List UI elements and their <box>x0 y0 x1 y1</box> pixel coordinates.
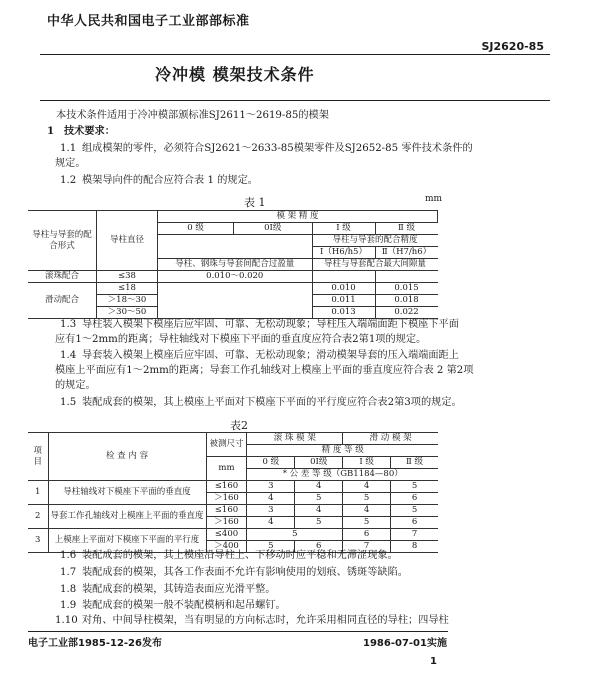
clause-number: 1.5 <box>60 397 77 408</box>
table-row <box>28 529 438 541</box>
table-cell: 5 <box>247 541 295 553</box>
table-cell <box>158 283 313 319</box>
column-header: Ⅰ 级 <box>343 457 391 469</box>
table-cell: 5 <box>343 493 391 505</box>
column-header: 导柱与导套配合最大间隙量 <box>312 259 438 271</box>
column-header: Ⅰ（H6/h5） <box>312 247 375 259</box>
table-cell: 5 <box>391 505 438 517</box>
column-header: 0 级 <box>247 457 295 469</box>
table-cell: 5 <box>247 529 343 541</box>
table-cell: ＞160 <box>206 517 247 529</box>
clause-text: 装配成套的模架一般不装配模柄和起吊螺钉。 <box>82 600 286 611</box>
table-cell: 1 <box>28 481 48 505</box>
table-cell: 0.011 <box>312 295 375 307</box>
table-cell: 滚珠配合 <box>28 271 97 283</box>
table-cell: 4 <box>247 493 295 505</box>
column-header: Ⅱ（H7/h6） <box>375 247 438 259</box>
table-cell: 5 <box>295 517 343 529</box>
table-cell: 7 <box>391 529 438 541</box>
clause-number: 1.6 <box>60 550 77 561</box>
clause-text: 规定。 <box>55 158 86 169</box>
table-cell: 6 <box>343 529 391 541</box>
table-cell: 3 <box>247 481 295 493</box>
standard-code: SJ2620-85 <box>481 40 544 53</box>
column-header: 导柱、钢珠与导套间配合过盈量 <box>158 259 313 271</box>
column-header: * 公 差 等 级（GB1184—80） <box>247 469 438 481</box>
table-cell: 0.018 <box>375 295 438 307</box>
tolerance-table <box>28 432 438 553</box>
table-cell: 4 <box>295 505 343 517</box>
table-cell: 5 <box>391 481 438 493</box>
clause-text: 导套装入模架上模座后应牢固、可靠、无松动现象；滑动模架导套的压入端端面距上 <box>82 350 459 361</box>
clause-text: 应有1～2mm的距离；导柱轴线对下模座下平面的垂直度应符合表2第1项的规定。 <box>55 334 427 345</box>
page-number: 1 <box>430 656 437 667</box>
clause-number: 1.10 <box>55 615 78 626</box>
fit-table <box>28 210 438 319</box>
table-cell <box>312 271 375 283</box>
column-header: 0 级 <box>158 223 234 235</box>
clause-text: 装配成套的模架，其上模座沿导柱上、下移动时应平稳和无滞涩现象。 <box>82 550 398 561</box>
table-cell: ≤160 <box>206 505 247 517</box>
table-cell: 导柱轴线对下模座下平面的垂直度 <box>48 481 206 505</box>
column-header: 项 目 <box>28 433 48 481</box>
table-cell <box>375 271 438 283</box>
column-header: 被测尺寸 <box>206 433 247 457</box>
table-cell: 0.015 <box>375 283 438 295</box>
section-number: 1 <box>47 125 55 137</box>
table-row <box>28 481 438 493</box>
table-cell: 2 <box>28 505 48 529</box>
column-header: 模 架 精 度 <box>158 211 438 223</box>
table-cell: 0.022 <box>375 307 438 319</box>
table-cell: ≤160 <box>206 481 247 493</box>
table-cell: 0.010 <box>312 283 375 295</box>
issue-line: 电子工业部1985-12-26发布 <box>28 638 162 649</box>
clause-number: 1.7 <box>60 567 77 578</box>
table-cell: ＞160 <box>206 493 247 505</box>
clause-text: 模座上平面应有1～2mm的距离；导套工作孔轴线对上模座上平面的垂直度应符合表 2 第2项 <box>55 365 474 376</box>
column-header: 0Ⅰ级 <box>295 457 343 469</box>
table-cell: ＞18～30 <box>97 295 158 307</box>
table-cell: ≤38 <box>97 271 158 283</box>
table-cell: 4 <box>247 517 295 529</box>
column-header: Ⅱ 级 <box>375 223 438 235</box>
clause-number: 1.2 <box>60 175 77 186</box>
clause-number: 1.1 <box>60 143 77 154</box>
table-unit: mm <box>425 194 443 204</box>
clause-text: 导柱装入模架下模座后应牢固、可靠、无松动现象；导柱压入端端面距下模座下平面 <box>82 319 459 330</box>
clause-text: 装配成套的模架，其上模座上平面对下模座下平面的平行度应符合表2第3项的规定。 <box>82 397 462 408</box>
section-title: 技术要求： <box>64 125 115 137</box>
column-header: 精 度 等 级 <box>247 445 438 457</box>
table-caption: 表 1 <box>244 196 266 209</box>
table-cell: 6 <box>295 541 343 553</box>
table-cell: 5 <box>343 517 391 529</box>
table-row <box>28 283 438 295</box>
table-cell: ≤18 <box>97 283 158 295</box>
column-header: Ⅱ 级 <box>391 457 438 469</box>
table-cell: ＞400 <box>206 541 247 553</box>
clause-text: 装配成套的模架，其各工作表面不允许有影响使用的划痕、锈斑等缺陷。 <box>82 567 408 578</box>
table-caption: 表2 <box>230 419 248 432</box>
column-header: 导柱直径 <box>97 211 158 271</box>
column-header: 导柱与导套的配合形式 <box>28 211 97 271</box>
clause-number: 1.4 <box>60 350 77 361</box>
clause-text: 的规定。 <box>55 380 96 391</box>
table-cell: 0.013 <box>312 307 375 319</box>
table-cell: 8 <box>391 541 438 553</box>
column-header: 检 查 内 容 <box>48 433 206 481</box>
table-cell: 5 <box>295 493 343 505</box>
table-cell: 0.010～0.020 <box>158 271 313 283</box>
column-header: 0Ⅰ级 <box>234 223 312 235</box>
table-row <box>28 505 438 517</box>
table-cell: ＞30～50 <box>97 307 158 319</box>
column-header: Ⅰ 级 <box>312 223 375 235</box>
clause-text: 对角、中间导柱模架，当有明显的方向标志时，允许采用相同直径的导柱；四导柱 <box>82 615 449 626</box>
column-header: 导柱与导套的配合精度 <box>312 235 438 247</box>
table-cell: 6 <box>391 517 438 529</box>
document-title: 冷冲模 模架技术条件 <box>155 65 315 84</box>
table-cell: 滑动配合 <box>28 283 97 319</box>
table-cell: 4 <box>343 505 391 517</box>
clause-number: 1.3 <box>60 319 77 330</box>
table-row <box>28 271 438 283</box>
footer-rule <box>28 631 448 632</box>
table-cell: 4 <box>295 481 343 493</box>
column-header: mm <box>206 457 247 481</box>
clause-number: 1.9 <box>60 600 77 611</box>
clause-number: 1.8 <box>60 584 77 595</box>
table-cell: 3 <box>28 529 48 553</box>
title-rule <box>40 100 550 101</box>
table-cell: 6 <box>391 493 438 505</box>
table-cell: ≤400 <box>206 529 247 541</box>
column-header: 滚 珠 模 架 <box>247 433 343 445</box>
table-cell: 导套工作孔轴线对上模座上平面的垂直度 <box>48 505 206 529</box>
column-header: 滑 动 模 架 <box>343 433 438 445</box>
table-cell: 上模座上平面对下模座下平面的平行度 <box>48 529 206 553</box>
intro-text: 本技术条件适用于冷冲模部颁标准SJ2611～2619-85的模架 <box>56 110 329 121</box>
clause-text: 装配成套的模架，其铸造表面应光滑平整。 <box>82 584 276 595</box>
clause-text: 模架导向件的配合应符合表 1 的规定。 <box>82 175 258 186</box>
org-title: 中华人民共和国电子工业部部标准 <box>47 14 250 29</box>
table-cell: 4 <box>343 481 391 493</box>
clause-text: 组成模架的零件，必须符合SJ2621～2633-85模架零件及SJ2652-85 零件技术条件的 <box>82 143 473 154</box>
effective-line: 1986-07-01实施 <box>363 638 447 649</box>
table-cell: 3 <box>247 505 295 517</box>
table-cell: 7 <box>343 541 391 553</box>
header-rule <box>40 54 550 55</box>
